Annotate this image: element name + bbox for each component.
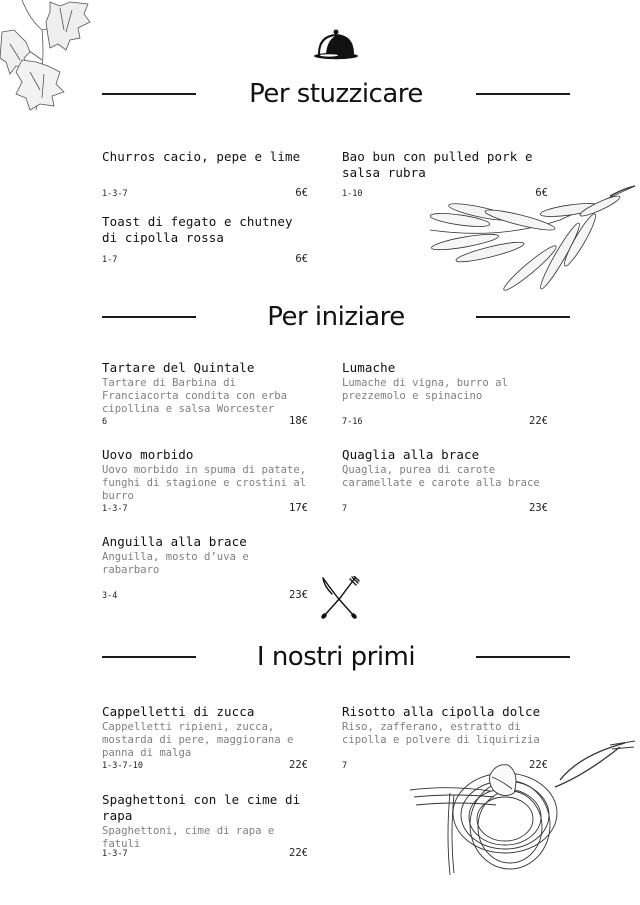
item-allergens: 3-4 (102, 591, 118, 601)
item-allergens: 1-10 (342, 189, 363, 199)
item-name: Uovo morbido (102, 447, 194, 462)
menu-item-spaghettoni (102, 792, 308, 862)
item-name: Toast di fegato e chutney di cipolla rossa (102, 214, 293, 245)
item-price: 22€ (529, 759, 548, 771)
item-price: 23€ (289, 589, 308, 601)
item-allergens: 7 (342, 504, 348, 514)
item-allergens: 1-3-7 (102, 189, 128, 199)
menu-item-uovo-morbido (102, 447, 308, 517)
menu-item-cappelletti (102, 704, 308, 774)
item-price: 23€ (529, 502, 548, 514)
item-name: Risotto alla cipolla dolce (342, 704, 541, 719)
divider-left (102, 656, 196, 658)
item-description: Riso, zafferano, estratto di cipolla e polvere di liquirizia (342, 721, 540, 746)
divider-right (476, 316, 570, 318)
item-allergens: 1-3-7-10 (102, 761, 143, 771)
item-price: 6€ (295, 253, 308, 265)
item-allergens: 1-7 (102, 255, 118, 265)
item-name: Anguilla alla brace (102, 534, 247, 549)
divider-left (102, 93, 196, 95)
item-price: 22€ (289, 759, 308, 771)
item-allergens: 6 (102, 417, 108, 427)
divider-right (476, 656, 570, 658)
item-name: Cappelletti di zucca (102, 704, 255, 719)
item-description: Cappelletti ripieni, zucca, mostarda di pere, maggiorana e panna di malga (102, 721, 294, 759)
section-header-per-stuzzicare (102, 77, 570, 111)
menu-item-tartare (102, 360, 308, 430)
item-price: 6€ (295, 187, 308, 199)
item-name: Bao bun con pulled pork e salsa rubra (342, 149, 533, 180)
section-title: Per stuzzicare (249, 79, 423, 109)
item-description: Lumache di vigna, burro al prezzemolo e spinacino (342, 377, 508, 402)
item-description: Uovo morbido in spuma di patate, funghi di stagione e crostini al burro (102, 464, 307, 502)
item-allergens: 7 (342, 761, 348, 771)
crossed-fork-knife-icon (318, 576, 360, 620)
item-allergens: 1-3-7 (102, 849, 128, 859)
menu-item-churros (102, 149, 308, 199)
item-name: Lumache (342, 360, 396, 375)
rosemary-illustration (420, 180, 640, 298)
item-allergens: 7-16 (342, 417, 363, 427)
item-description: Anguilla, mosto d’uva e rabarbaro (102, 551, 249, 576)
menu-item-quaglia (342, 447, 548, 517)
section-header-i-nostri-primi (102, 640, 570, 674)
item-description: Spaghettoni, cime di rapa e fatuli (102, 825, 275, 850)
item-name: Quaglia alla brace (342, 447, 480, 462)
section-header-per-iniziare (102, 300, 570, 334)
item-description: Tartare di Barbina di Franciacorta condita con erba cipollina e salsa Worcester (102, 377, 287, 415)
parsley-illustration (0, 0, 92, 112)
item-price: 17€ (289, 502, 308, 514)
menu-item-anguilla (102, 534, 308, 604)
item-name: Spaghettoni con le cime di rapa (102, 792, 301, 823)
item-name: Tartare del Quintale (102, 360, 255, 375)
item-name: Churros cacio, pepe e lime (102, 149, 301, 164)
cloche-icon (313, 27, 359, 61)
menu-item-lumache (342, 360, 548, 430)
divider-left (102, 316, 196, 318)
section-title: Per iniziare (267, 302, 405, 332)
item-price: 6€ (535, 187, 548, 199)
item-allergens: 1-3-7 (102, 504, 128, 514)
section-title: I nostri primi (256, 642, 416, 672)
item-price: 22€ (529, 415, 548, 427)
menu-item-toast-fegato (102, 214, 308, 264)
item-price: 22€ (289, 847, 308, 859)
pasta-on-fork-illustration (410, 735, 635, 890)
item-price: 18€ (289, 415, 308, 427)
divider-right (476, 93, 570, 95)
item-description: Quaglia, purea di carote caramellate e carote alla brace (342, 464, 540, 489)
